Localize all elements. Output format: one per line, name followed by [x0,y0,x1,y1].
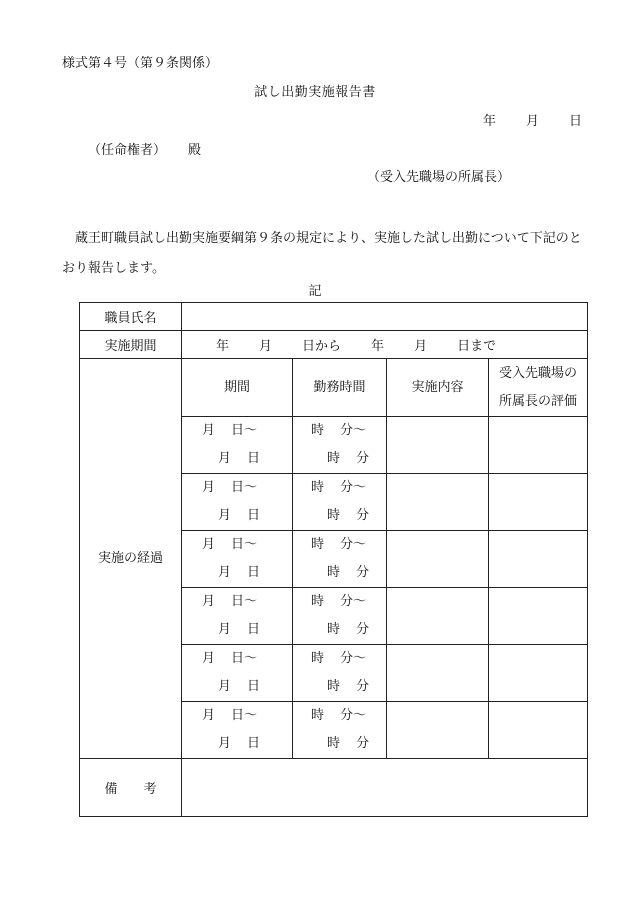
period-field[interactable] [182,331,588,359]
to-day: 日 [247,565,261,580]
period-from-line [182,588,292,616]
to-day: 日 [247,679,261,694]
remarks-row [80,759,588,817]
progress-content-cell[interactable] [387,531,489,588]
from-day: 日～ [231,480,258,495]
hours-from-line [293,417,386,445]
to-hour: 時 [327,565,341,580]
period-to-line [182,673,292,701]
progress-period-cell[interactable] [182,702,293,759]
column-work-hours: 勤務時間 [293,359,387,417]
period-end-day: 日まで [457,339,497,354]
to-day: 日 [247,451,261,466]
progress-evaluation-cell[interactable] [489,645,588,702]
hours-to-line [293,616,386,644]
progress-evaluation-cell[interactable] [489,531,588,588]
from-day: 日～ [231,594,258,609]
addressee-label: （任命権者） [88,143,167,158]
to-hour: 時 [327,451,341,466]
progress-header-row [80,359,588,417]
progress-evaluation-cell[interactable] [489,417,588,474]
progress-hours-cell[interactable] [293,531,387,588]
to-day: 日 [247,622,261,637]
to-hour: 時 [327,736,341,751]
to-day: 日 [247,736,261,751]
to-minute: 分 [356,565,370,580]
column-evaluation-line1: 受入先職場の [498,365,577,381]
hours-from-line [293,702,386,730]
report-date [483,110,582,129]
hours-from-line [293,588,386,616]
to-minute: 分 [356,451,370,466]
document-title: 試し出勤実施報告書 [254,85,376,100]
to-month: 月 [218,451,232,466]
progress-evaluation-cell[interactable] [489,588,588,645]
remarks-field[interactable] [182,759,588,817]
from-day: 日～ [231,537,258,552]
hours-to-line [293,559,386,587]
progress-period-cell[interactable] [182,531,293,588]
column-period: 期間 [182,359,293,417]
progress-content-cell[interactable] [387,645,489,702]
from-hour: 時 [311,423,325,438]
form-number: 様式第４号（第９条関係） [62,56,219,71]
date-year: 年 [482,114,496,129]
date-day: 日 [568,114,582,129]
column-evaluation [489,359,588,417]
from-hour: 時 [311,708,325,723]
from-month: 月 [202,651,216,666]
progress-hours-cell[interactable] [293,702,387,759]
to-month: 月 [218,565,232,580]
hours-from-line [293,531,386,559]
progress-period-cell[interactable] [182,417,293,474]
ki-heading: 記 [308,284,322,299]
progress-period-cell[interactable] [182,645,293,702]
from-day: 日～ [231,708,258,723]
to-minute: 分 [356,508,370,523]
progress-content-cell[interactable] [387,702,489,759]
period-from-line [182,702,292,730]
period-to-line [182,502,292,530]
from-hour: 時 [311,537,325,552]
period-start-day: 日から [302,339,342,354]
progress-evaluation-cell[interactable] [489,474,588,531]
to-hour: 時 [327,679,341,694]
report-paragraph: 蔵王町職員試し出勤実施要綱第９条の規定により、実施した試し出勤について下記のとおり報告します。 [62,231,582,276]
hours-from-line [293,645,386,673]
remarks-label: 備 考 [80,759,182,817]
to-minute: 分 [356,679,370,694]
period-from-line [182,531,292,559]
from-month: 月 [202,708,216,723]
from-month: 月 [202,594,216,609]
period-to-line [182,730,292,758]
progress-label: 実施の経過 [80,359,182,759]
hours-to-line [293,502,386,530]
period-end-month: 月 [414,339,428,354]
from-minute: 分～ [340,594,367,609]
progress-evaluation-cell[interactable] [489,702,588,759]
to-month: 月 [218,622,232,637]
to-minute: 分 [356,622,370,637]
period-to-line [182,445,292,473]
from-hour: 時 [311,651,325,666]
from-hour: 時 [311,480,325,495]
period-row [80,331,588,359]
report-table [79,302,588,817]
employee-name-row [80,303,588,331]
progress-period-cell[interactable] [182,474,293,531]
column-evaluation-line2: 所属長の評価 [498,393,577,409]
progress-content-cell[interactable] [387,474,489,531]
to-month: 月 [218,736,232,751]
from-hour: 時 [311,594,325,609]
from-month: 月 [202,480,216,495]
hours-to-line [293,730,386,758]
from-month: 月 [202,423,216,438]
progress-hours-cell[interactable] [293,474,387,531]
period-from-line [182,645,292,673]
period-to-line [182,559,292,587]
to-hour: 時 [327,622,341,637]
hours-to-line [293,445,386,473]
from-month: 月 [202,537,216,552]
honorific: 殿 [188,143,202,158]
from-day: 日～ [231,651,258,666]
sender-label: （受入先職場の所属長） [366,170,510,185]
from-day: 日～ [231,423,258,438]
from-minute: 分～ [340,480,367,495]
column-content: 実施内容 [387,359,489,417]
progress-hours-cell[interactable] [293,645,387,702]
from-minute: 分～ [340,423,367,438]
to-minute: 分 [356,736,370,751]
to-month: 月 [218,679,232,694]
to-day: 日 [247,508,261,523]
employee-name-field[interactable] [182,303,588,331]
period-label: 実施期間 [80,331,182,359]
period-start-month: 月 [259,339,273,354]
period-end-year: 年 [371,339,385,354]
from-minute: 分～ [340,537,367,552]
to-hour: 時 [327,508,341,523]
period-from-line [182,417,292,445]
period-start-year: 年 [216,339,230,354]
progress-content-cell[interactable] [387,588,489,645]
progress-period-cell[interactable] [182,588,293,645]
period-to-line [182,616,292,644]
progress-hours-cell[interactable] [293,588,387,645]
hours-to-line [293,673,386,701]
addressee [88,139,201,158]
to-month: 月 [218,508,232,523]
progress-content-cell[interactable] [387,417,489,474]
progress-hours-cell[interactable] [293,417,387,474]
period-from-line [182,474,292,502]
date-month: 月 [525,114,539,129]
from-minute: 分～ [340,708,367,723]
from-minute: 分～ [340,651,367,666]
hours-from-line [293,474,386,502]
employee-name-label: 職員氏名 [80,303,182,331]
